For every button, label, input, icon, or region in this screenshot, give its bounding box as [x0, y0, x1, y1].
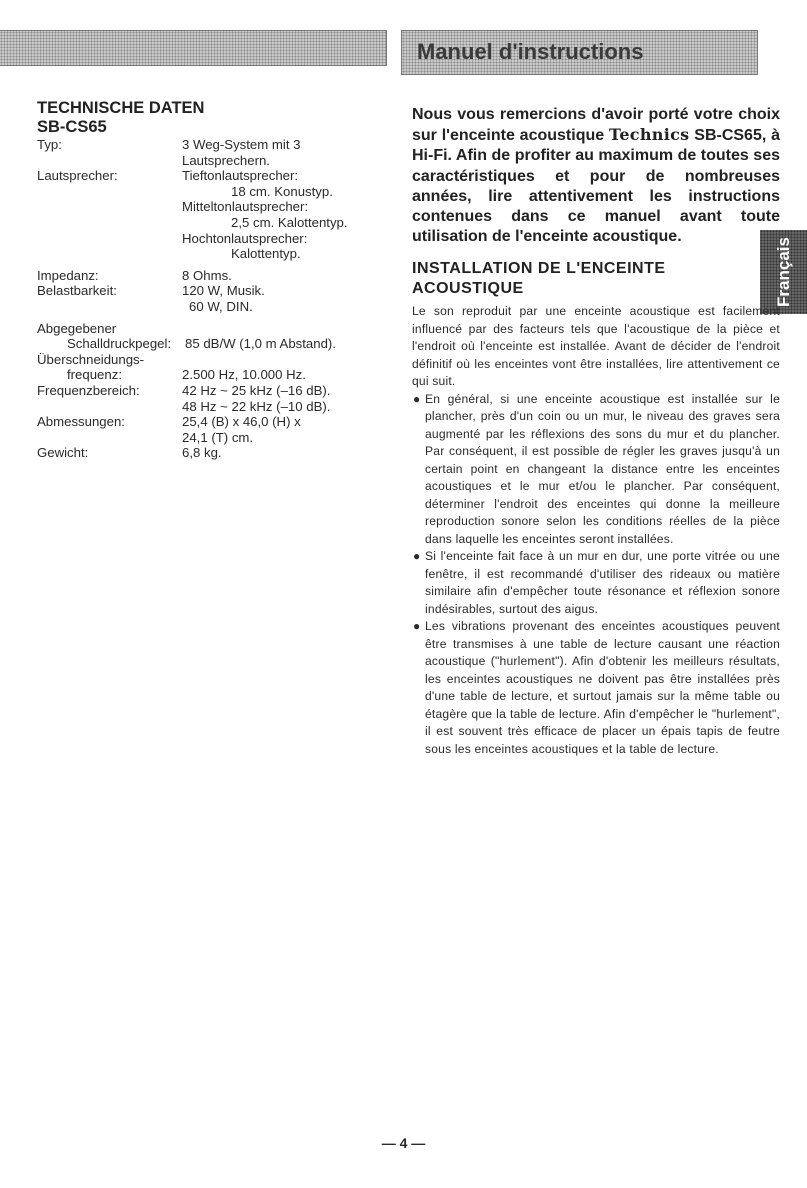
page-title: Manuel d'instructions	[417, 39, 644, 64]
list-item: ● En général, si une enceinte acoustique est installée sur le plancher, près d'un coin ou un mur, le niveau des graves sera augmenté par les réflexions des sons du mur et du plancher. Par conséquent, il est possible de régler les graves jusqu'à un certain point en changeant la distance entre les enceintes acoustiques et le mur et/ou le plancher. Par conséquent, déterminer l'endroit des enceintes qui donne la meilleure reproduction sonore selon les conditions réelles de la pièce dans laquelle les enceintes seront installées.	[413, 391, 780, 546]
spec-value: 85 dB/W (1,0 m Abstand).	[185, 336, 336, 352]
spec-value: 120 W, Musik. 60 W, DIN.	[182, 283, 265, 314]
spec-row	[37, 321, 377, 337]
spec-row	[37, 352, 377, 368]
language-tab-label: Français	[773, 237, 793, 307]
intro-paragraph: Nous vous remercions d'avoir porté votre choix sur l'enceinte acoustique Technics SB-CS65, à Hi-Fi. Afin de profiter au maximum de toutes ses caractéristiques et pour de nombreuses années, lire attentivement les instructions contenues dans ce manuel avant toute utilisation de l'enceinte acoustique.	[412, 106, 780, 246]
spec-row	[37, 445, 377, 461]
specifications-section	[37, 99, 377, 461]
spec-row	[37, 367, 377, 383]
spec-value: 6,8 kg.	[182, 445, 222, 461]
spec-value: 25,4 (B) x 46,0 (H) x 24,1 (T) cm.	[182, 414, 301, 445]
specs-model: SB-CS65	[37, 118, 107, 136]
spec-row	[37, 268, 377, 284]
installation-heading: INSTALLATION DE L'ENCEINTE ACOUSTIQUE	[412, 260, 666, 298]
spec-label: Abgegebener	[37, 320, 117, 336]
spec-row	[37, 168, 377, 262]
spec-value: 8 Ohms.	[182, 267, 232, 283]
installation-paragraph: Le son reproduit par une enceinte acoustique est facilement influencé par des facteurs tels que l'acoustique de la pièce et l'endroit où l'enceinte est installée. Avant de décider de l'endroit définitif où les enceintes vont être installées, lire attentivement ce qui suit.	[412, 304, 780, 389]
spec-label: frequenz:	[67, 367, 122, 383]
french-section	[412, 105, 780, 758]
specs-title: TECHNISCHE DATEN	[37, 99, 205, 117]
spec-row	[37, 336, 377, 352]
spec-row	[37, 283, 377, 314]
spec-label: Typ:	[37, 137, 62, 152]
bullet-icon: ●	[413, 619, 421, 634]
spec-label: Impedanz:	[37, 267, 99, 283]
spec-label: Frequenzbereich:	[37, 382, 140, 398]
brand-logo: Technics	[608, 125, 690, 145]
spec-label: Abmessungen:	[37, 414, 125, 430]
spec-value: 42 Hz ~ 25 kHz (–16 dB). 48 Hz ~ 22 kHz (–10 dB).	[182, 382, 331, 414]
list-item: ● Si l'enceinte fait face à un mur en dur, une porte vitrée ou une fenêtre, il est recommandé d'utiliser des rideaux ou matière similaire afin d'empêcher toute résonance et réflexion sonore indésirables, surtout des aigus.	[413, 549, 780, 616]
spec-label: Gewicht:	[37, 445, 89, 461]
spec-label: Schalldruckpegel:	[67, 336, 172, 352]
spec-value: Tieftonlautsprecher: 18 cm. Konustyp. Mitteltonlautsprecher: 2,5 cm. Kalottentyp. Hochtonlautsprecher: Kalottentyp.	[182, 168, 348, 262]
spec-label: Belastbarkeit:	[37, 283, 117, 299]
spec-row	[37, 137, 377, 168]
list-item: ● Les vibrations provenant des enceintes acoustiques peuvent être transmises à une table de lecture causant une réaction acoustique ("hurlement"). Afin d'obtenir les meilleurs résultats, les enceintes acoustiques ne doivent pas être installées près d'une table de lecture, et surtout jamais sur la même table ou étagère que la table de lecture. Afin d'empêcher le "hurlement", il est souvent très efficace de placer un épais tapis de feutre sous les enceintes acoustiques et la table de lecture.	[413, 619, 780, 756]
title-banner	[401, 30, 758, 75]
installation-list	[412, 391, 780, 759]
spec-row	[37, 383, 377, 414]
page-number: — 4 —	[381, 1135, 426, 1151]
section-banner	[0, 30, 387, 66]
spec-value: 3 Weg-System mit 3 Lautsprechern.	[182, 137, 301, 168]
spec-value: 2.500 Hz, 10.000 Hz.	[182, 367, 306, 383]
spec-row	[37, 414, 377, 445]
bullet-icon: ●	[413, 391, 421, 406]
spec-label: Lautsprecher:	[37, 168, 118, 184]
bullet-icon: ●	[413, 549, 421, 564]
spec-label: Überschneidungs-	[37, 351, 145, 367]
